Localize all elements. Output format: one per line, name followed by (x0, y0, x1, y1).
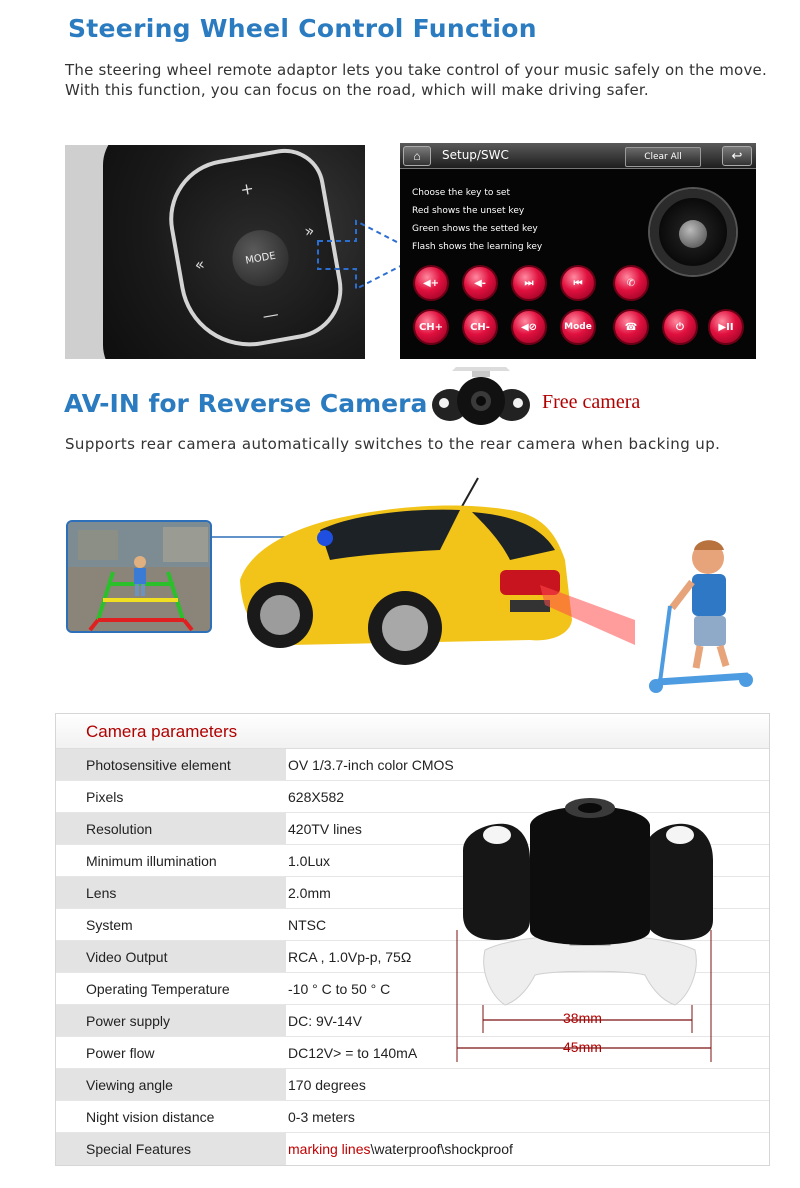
home-icon[interactable]: ⌂ (403, 146, 431, 166)
camera-dimension-image (445, 790, 735, 1070)
free-camera-label: Free camera (542, 391, 641, 413)
param-value: -10 ° C to 50 ° C (288, 981, 391, 997)
wheel-mode-button: MODE (228, 226, 293, 291)
parameters-header (56, 714, 769, 749)
param-value: DC12V> = to 140mA (288, 1045, 418, 1061)
marking-lines-text: marking lines (288, 1141, 371, 1157)
volume-down-button[interactable]: ◀- (462, 265, 498, 301)
next-symbol: » (302, 220, 316, 241)
swc-instruction-2: Red shows the unset key (412, 206, 525, 216)
swc-instruction-4: Flash shows the learning key (412, 242, 543, 252)
next-track-button[interactable]: ⏭ (511, 265, 547, 301)
waterproof-text: \waterproof\shockproof (370, 1141, 513, 1157)
param-value: 1.0Lux (288, 853, 331, 869)
yellow-car-image (210, 470, 650, 680)
param-label: Viewing angle (56, 1069, 286, 1101)
power-button[interactable]: ⏻ (662, 309, 698, 345)
plus-symbol: + (238, 178, 256, 200)
dimension-45mm: 45mm (563, 1039, 602, 1055)
param-value: 420TV lines (288, 821, 362, 837)
parameters-title: Camera parameters (86, 722, 238, 741)
table-row (56, 1101, 769, 1133)
reverse-camera-icon (428, 365, 533, 430)
hangup-call-button[interactable]: ☎ (613, 309, 649, 345)
param-value: NTSC (288, 917, 327, 933)
clear-all-button[interactable]: Clear All (625, 147, 701, 167)
swc-instruction-3: Green shows the setted key (412, 224, 538, 234)
table-row (56, 1069, 769, 1101)
param-label: Night vision distance (86, 1109, 215, 1125)
swc-title-bar (400, 143, 756, 169)
param-value: RCA , 1.0Vp-p, 75Ω (288, 949, 412, 965)
intro-line-2: With this function, you can focus on the road, which will make driving safer. (65, 81, 649, 99)
swc-setup-screen (400, 143, 756, 359)
steering-wheel-icon (650, 189, 736, 275)
mute-button[interactable]: ◀⊘ (511, 309, 547, 345)
parking-lines-graphic (68, 522, 212, 633)
param-label: Video Output (56, 941, 286, 973)
play-pause-button[interactable]: ▶II (708, 309, 744, 345)
param-value: 2.0mm (288, 885, 331, 901)
param-value: 628X582 (288, 789, 345, 805)
param-value: OV 1/3.7-inch color CMOS (288, 757, 454, 773)
param-label: Special Features (56, 1133, 286, 1165)
back-icon[interactable]: ↩ (722, 146, 752, 166)
channel-down-button[interactable]: CH- (462, 309, 498, 345)
steering-wheel-heading: Steering Wheel Control Function (68, 14, 537, 43)
steering-wheel-intro (65, 60, 785, 100)
child-on-scooter-image (630, 530, 770, 695)
param-value (286, 1133, 769, 1165)
param-label: Pixels (86, 789, 124, 805)
table-row (56, 749, 769, 781)
reverse-camera-description: Supports rear camera automatically switches to the rear camera when backing up. (65, 435, 721, 453)
param-label: Photosensitive element (56, 749, 286, 781)
rear-view-preview (66, 520, 212, 633)
swc-instruction-1: Choose the key to set (412, 188, 510, 198)
param-value: 170 degrees (288, 1077, 366, 1093)
minus-symbol: — (260, 304, 281, 326)
param-label: Power flow (86, 1045, 155, 1061)
av-in-heading: AV-IN for Reverse Camera (64, 389, 428, 418)
prev-track-button[interactable]: ⏮ (560, 265, 596, 301)
param-label: Minimum illumination (86, 853, 217, 869)
param-value: DC: 9V-14V (288, 1013, 362, 1029)
table-row (56, 1133, 769, 1165)
prev-symbol: « (193, 254, 207, 275)
volume-up-button[interactable]: ◀+ (413, 265, 449, 301)
wheel-hub (679, 220, 707, 248)
mode-button[interactable]: Mode (560, 309, 596, 345)
param-value: 0-3 meters (288, 1109, 355, 1125)
answer-call-button[interactable]: ✆ (613, 265, 649, 301)
param-label: Resolution (56, 813, 286, 845)
param-label: System (86, 917, 133, 933)
intro-line-1: The steering wheel remote adaptor lets you take control of your music safely on the move. (65, 61, 767, 79)
param-label: Lens (56, 877, 286, 909)
param-label: Operating Temperature (86, 981, 230, 997)
param-label: Power supply (56, 1005, 286, 1037)
dimension-38mm: 38mm (563, 1010, 602, 1026)
swc-title: Setup/SWC (442, 148, 509, 162)
channel-up-button[interactable]: CH+ (413, 309, 449, 345)
